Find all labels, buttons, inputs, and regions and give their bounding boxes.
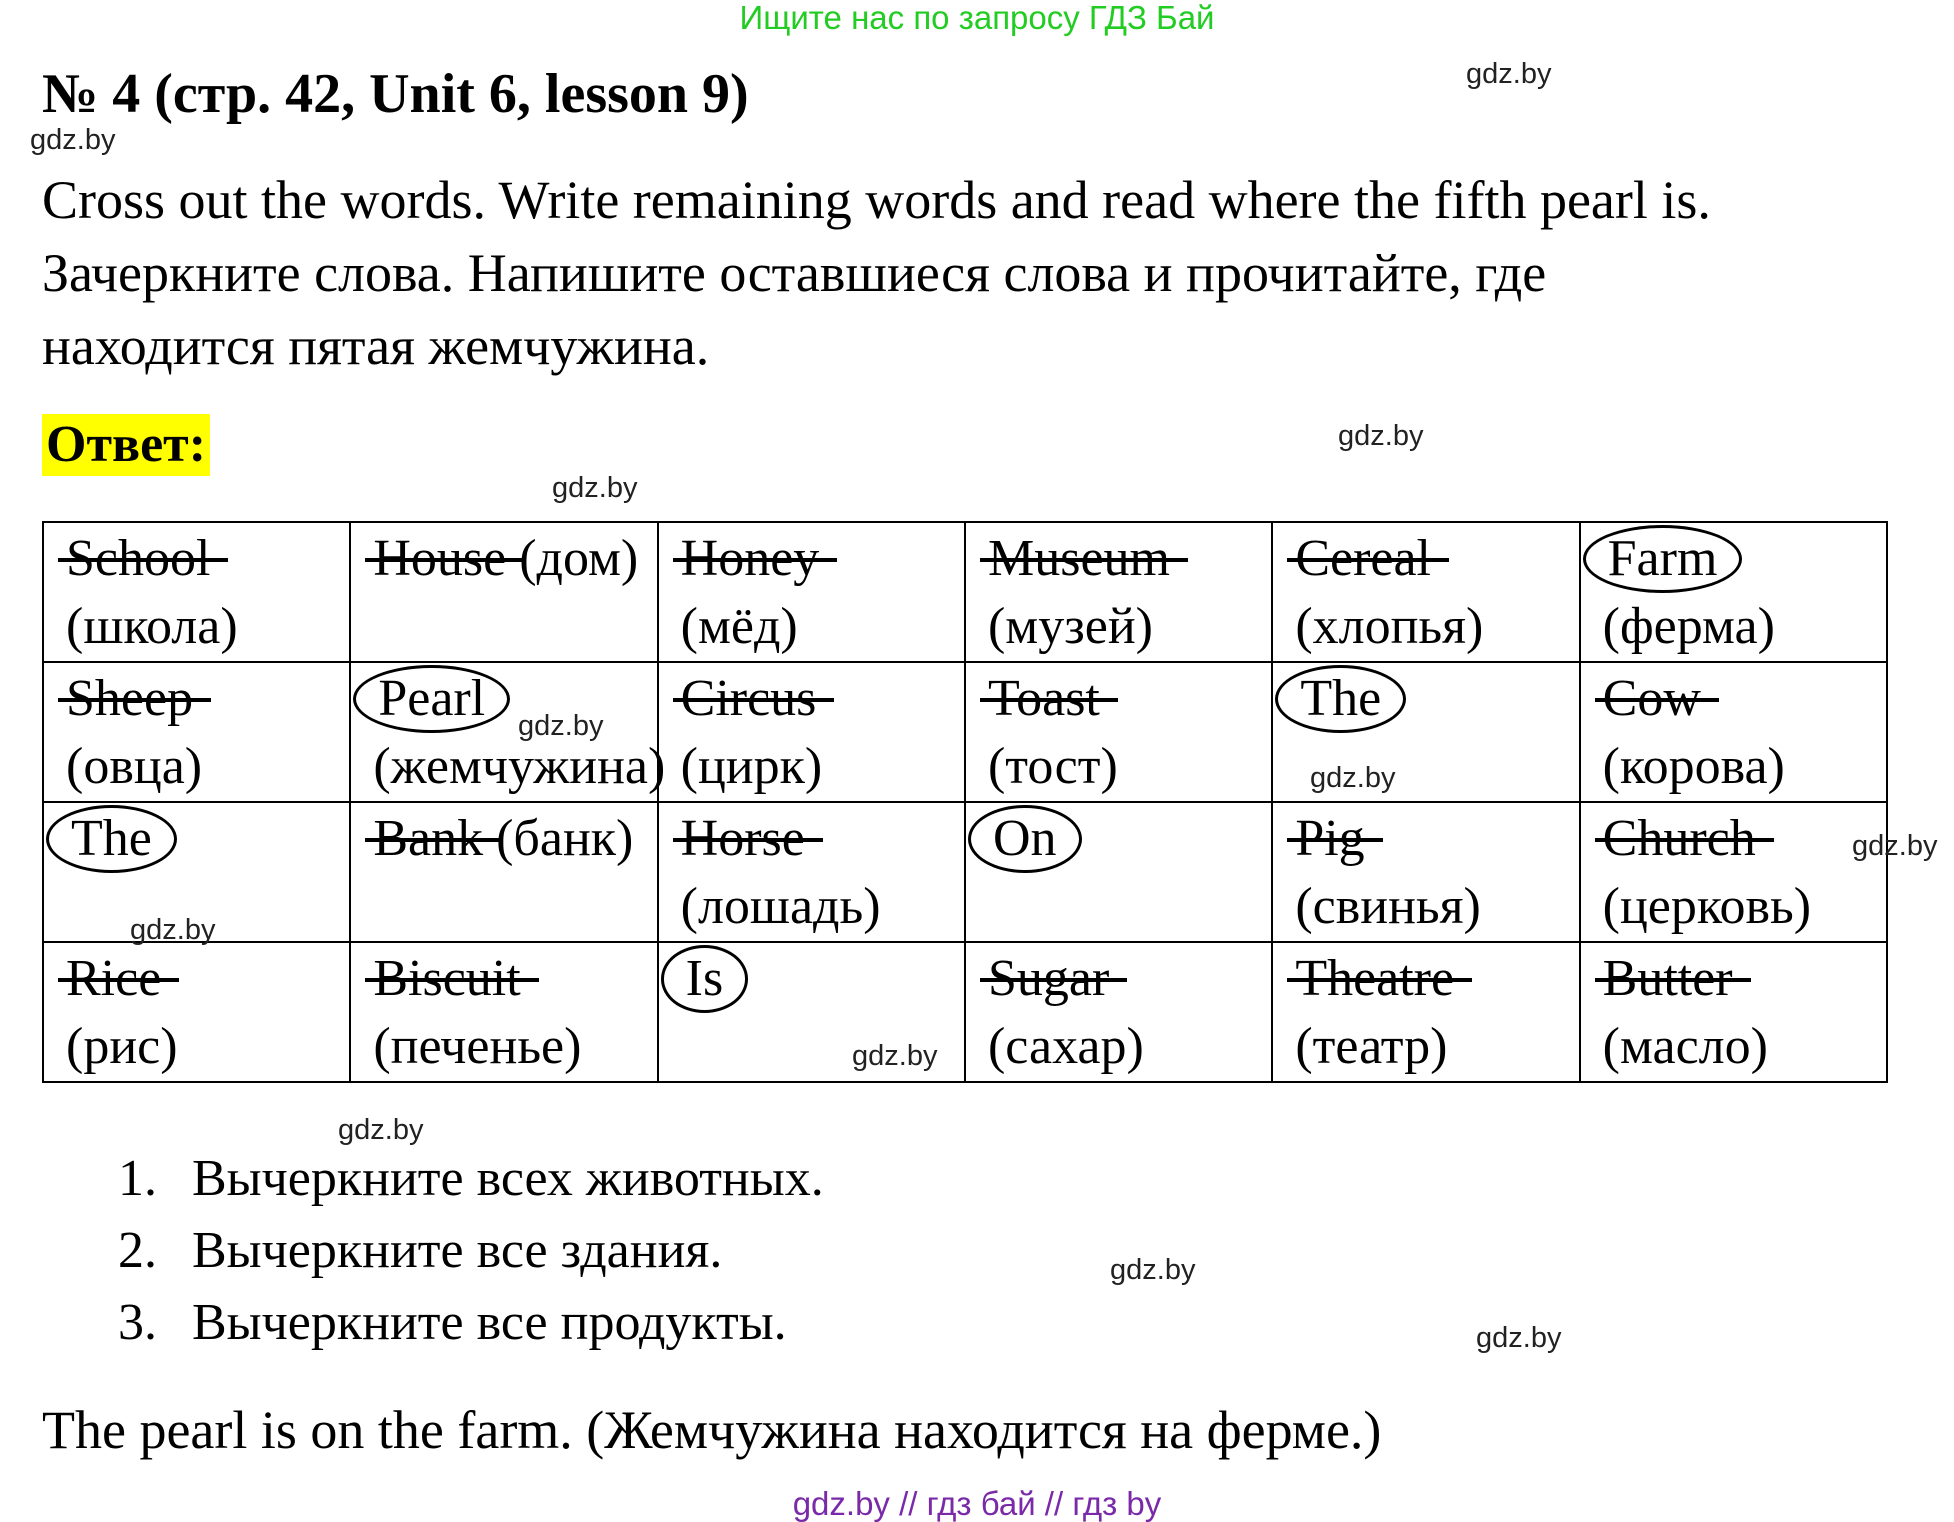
word-translation: (цирк) bbox=[680, 738, 823, 795]
watermark: gdz.by bbox=[852, 1040, 938, 1072]
step-number: 2. bbox=[118, 1222, 157, 1279]
answer-label: Ответ: bbox=[42, 414, 210, 476]
grid-cell bbox=[350, 522, 657, 662]
grid-cell bbox=[658, 662, 965, 802]
word-translation: (лошадь) bbox=[680, 878, 881, 935]
word-translation: (ферма) bbox=[1602, 598, 1775, 655]
word-translation: (театр) bbox=[1295, 1018, 1448, 1075]
circled-word: Farm bbox=[1583, 525, 1743, 593]
watermark: gdz.by bbox=[130, 914, 216, 946]
crossed-out-word: Horse bbox=[681, 805, 805, 873]
step-number: 3. bbox=[118, 1294, 157, 1351]
word-translation: (музей) bbox=[987, 598, 1153, 655]
grid-cell bbox=[658, 522, 965, 662]
crossed-out-word: House bbox=[373, 525, 506, 593]
crossed-out-word: Bank bbox=[373, 805, 483, 873]
circled-word: The bbox=[46, 805, 177, 873]
grid-row bbox=[43, 802, 1887, 942]
word-translation: (сахар) bbox=[987, 1018, 1144, 1075]
watermark: gdz.by bbox=[338, 1114, 424, 1146]
crossed-out-word: Museum bbox=[988, 525, 1170, 593]
instruction-english: Cross out the words. Write remaining words and read where the fifth pearl is. bbox=[42, 170, 1711, 230]
crossed-out-word: Cereal bbox=[1295, 525, 1431, 593]
word-translation: (рис) bbox=[66, 1018, 178, 1075]
crossed-out-word: Church bbox=[1603, 805, 1756, 873]
watermark: gdz.by bbox=[1110, 1254, 1196, 1286]
grid-cell bbox=[1580, 522, 1887, 662]
word-translation: (банк) bbox=[496, 810, 634, 867]
word-translation: (дом) bbox=[519, 530, 639, 587]
watermark: gdz.by bbox=[1476, 1322, 1562, 1354]
watermark: gdz.by bbox=[1466, 58, 1552, 90]
grid-cell bbox=[43, 522, 350, 662]
grid-cell bbox=[43, 942, 350, 1082]
step-2 bbox=[118, 1220, 722, 1282]
grid-cell bbox=[43, 662, 350, 802]
grid-cell bbox=[965, 942, 1272, 1082]
crossed-out-word: Sugar bbox=[988, 945, 1109, 1013]
grid-cell bbox=[1580, 662, 1887, 802]
step-text: Вычеркните все здания. bbox=[192, 1222, 723, 1279]
word-translation: (мёд) bbox=[680, 598, 798, 655]
crossed-out-word: Circus bbox=[681, 665, 817, 733]
word-translation: (жемчужина) bbox=[373, 738, 666, 795]
word-translation: (масло) bbox=[1602, 1018, 1768, 1075]
grid-cell bbox=[965, 522, 1272, 662]
crossed-out-word: Cow bbox=[1603, 665, 1701, 733]
step-3 bbox=[118, 1292, 787, 1354]
watermark: gdz.by bbox=[518, 710, 604, 742]
grid-cell bbox=[965, 662, 1272, 802]
step-text: Вычеркните всех животных. bbox=[192, 1150, 824, 1207]
watermark: gdz.by bbox=[1852, 830, 1938, 862]
crossed-out-word: Honey bbox=[681, 525, 820, 593]
watermark: gdz.by bbox=[1310, 762, 1396, 794]
word-translation: (школа) bbox=[66, 598, 238, 655]
word-grid bbox=[42, 521, 1888, 1083]
word-translation: (церковь) bbox=[1602, 878, 1812, 935]
crossed-out-word: Toast bbox=[988, 665, 1100, 733]
conclusion: The pearl is on the farm. (Жемчужина находится на ферме.) bbox=[42, 1400, 1382, 1460]
step-text: Вычеркните все продукты. bbox=[192, 1294, 787, 1351]
grid-cell bbox=[1272, 942, 1579, 1082]
grid-row bbox=[43, 522, 1887, 662]
crossed-out-word: Pig bbox=[1295, 805, 1364, 873]
circled-word: Is bbox=[661, 945, 749, 1013]
grid-cell bbox=[1272, 522, 1579, 662]
word-translation: (хлопья) bbox=[1295, 598, 1484, 655]
grid-cell bbox=[658, 802, 965, 942]
grid-cell bbox=[1272, 802, 1579, 942]
crossed-out-word: Biscuit bbox=[373, 945, 520, 1013]
top-banner: Ищите нас по запросу ГДЗ Бай bbox=[739, 0, 1215, 36]
circled-word: The bbox=[1275, 665, 1406, 733]
word-translation: (корова) bbox=[1602, 738, 1785, 795]
crossed-out-word: Sheep bbox=[66, 665, 193, 733]
grid-row bbox=[43, 662, 1887, 802]
grid-cell bbox=[965, 802, 1272, 942]
word-translation: (печенье) bbox=[373, 1018, 582, 1075]
crossed-out-word: School bbox=[66, 525, 210, 593]
instruction-russian-line-2: находится пятая жемчужина. bbox=[42, 316, 710, 376]
watermark: gdz.by bbox=[30, 124, 116, 156]
grid-cell bbox=[350, 662, 666, 802]
grid-row bbox=[43, 942, 1887, 1082]
footer-links: gdz.by // гдз бай // гдз by bbox=[792, 1485, 1162, 1522]
watermark: gdz.by bbox=[552, 472, 638, 504]
crossed-out-word: Theatre bbox=[1295, 945, 1454, 1013]
exercise-title: № 4 (стр. 42, Unit 6, lesson 9) bbox=[42, 63, 749, 125]
word-translation: (овца) bbox=[66, 738, 203, 795]
grid-cell bbox=[1580, 802, 1887, 942]
grid-cell bbox=[350, 802, 657, 942]
crossed-out-word: Butter bbox=[1603, 945, 1733, 1013]
watermark: gdz.by bbox=[1338, 420, 1424, 452]
word-translation: (тост) bbox=[987, 738, 1118, 795]
circled-word: On bbox=[968, 805, 1082, 873]
circled-word: Pearl bbox=[353, 665, 510, 733]
grid-cell bbox=[350, 942, 657, 1082]
word-translation: (свинья) bbox=[1295, 878, 1481, 935]
step-1 bbox=[118, 1148, 824, 1210]
step-number: 1. bbox=[118, 1150, 157, 1207]
crossed-out-word: Rice bbox=[66, 945, 161, 1013]
instruction-russian-line-1: Зачеркните слова. Напишите оставшиеся слова и прочитайте, где bbox=[42, 243, 1547, 303]
grid-cell bbox=[1580, 942, 1887, 1082]
